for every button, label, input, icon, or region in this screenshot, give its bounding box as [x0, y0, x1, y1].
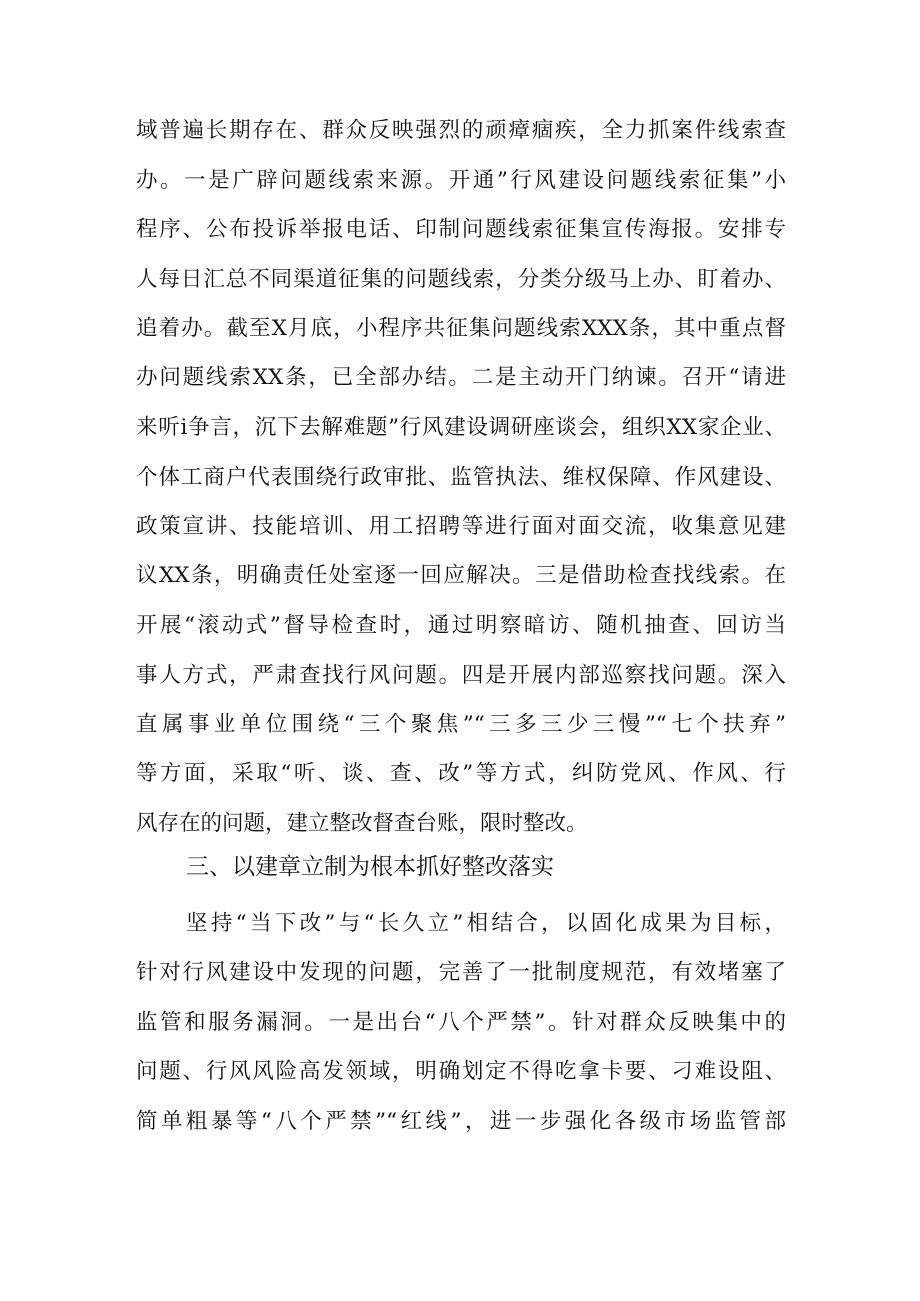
paragraph-1-line-12: 事人方式，严肃查找行风问题。四是开展内部巡察找问题。深入	[136, 663, 786, 688]
paragraph-1-line-15: 风存在的问题，建立整改督查台账，限时整改。	[136, 811, 588, 836]
paragraph-1-line-3: 程序、公布投诉举报电话、印制问题线索征集宣传海报。安排专	[136, 217, 786, 242]
paragraph-2-line-2: 针对行风建设中发现的问题，完善了一批制度规范，有效堵塞了	[136, 960, 786, 985]
paragraph-1-line-14: 等方面，采取“听、谈、查、改”等方式，纠防党风、作风、行	[136, 761, 786, 786]
paragraph-1-line-8: 个体工商户代表围绕行政审批、监管执法、维权保障、作风建设、	[136, 465, 786, 490]
paragraph-1-line-11: 开展“滚动式”督导检查时，通过明察暗访、随机抽查、回访当	[136, 613, 786, 638]
paragraph-2-line-3: 监管和服务漏洞。一是出台“八个严禁”。针对群众反映集中的	[136, 1010, 786, 1035]
paragraph-1-line-7: 来听i争言，沉下去解难题”行风建设调研座谈会，组织XX家企业、	[136, 415, 786, 440]
paragraph-2-line-4: 问题、行风风险高发领域，明确划定不得吃拿卡要、刁难设阻、	[136, 1059, 786, 1084]
paragraph-2-line-1: 坚持“当下改”与“长久立”相结合，以固化成果为目标，	[186, 911, 786, 936]
paragraph-1-line-10: 议XX条，明确责任处室逐一回应解决。三是借助检查找线索。在	[136, 563, 786, 588]
paragraph-1-line-4: 人每日汇总不同渠道征集的问题线索，分类分级马上办、盯着办、	[136, 267, 786, 292]
paragraph-1-line-1: 域普遍长期存在、群众反映强烈的顽瘴痼疾，全力抓案件线索查	[136, 118, 786, 143]
paragraph-1-line-5: 追着办。截至X月底，小程序共征集问题线索XXX条，其中重点督	[136, 316, 786, 341]
paragraph-1-line-6: 办问题线索XX条，已全部办结。二是主动开门纳谏。召开“请进	[136, 365, 786, 390]
paragraph-1-line-9: 政策宣讲、技能培训、用工招聘等进行面对面交流，收集意见建	[136, 514, 786, 539]
paragraph-1-line-2: 办。一是广辟问题线索来源。开通”行风建设问题线索征集”小	[136, 168, 786, 193]
paragraph-2-line-5: 简单粗暴等“八个严禁”“红线”，进一步强化各级市场监管部	[136, 1109, 786, 1134]
paragraph-1-line-13: 直属事业单位围绕“三个聚焦”“三多三少三慢”“七个扶弃”	[136, 712, 786, 737]
section-heading: 三、以建章立制为根本抓好整改落实	[186, 854, 554, 880]
